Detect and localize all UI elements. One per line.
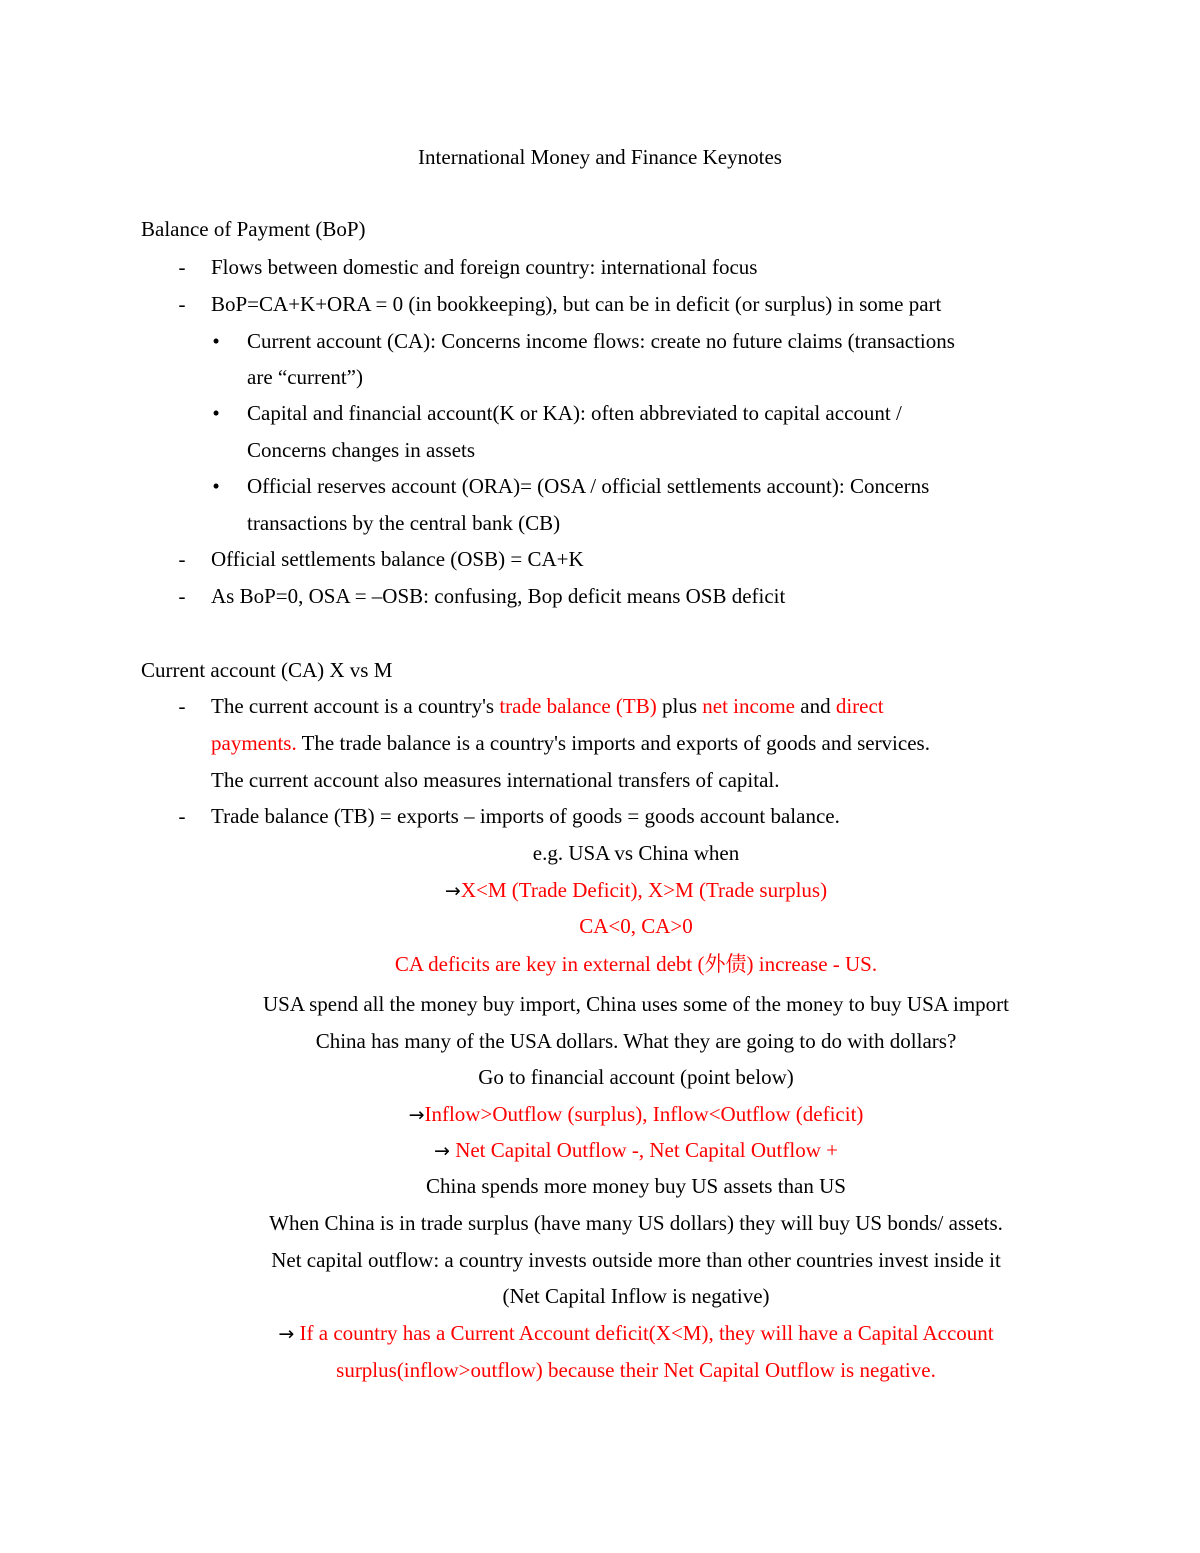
arrow-right-icon: → (278, 1323, 295, 1345)
bullet-marker: • (212, 474, 220, 498)
dash-marker: - (178, 255, 186, 279)
net-capital-line (0, 1137, 1200, 1164)
usa-spend-line: USA spend all the money buy import, China uses some of the money to buy USA import (262, 992, 1010, 1016)
red-text: If a country has a Current Account deficit(X<M), they will have a Capital Account (294, 1321, 994, 1345)
bullet-marker: • (212, 401, 220, 425)
arrow-right-icon: → (444, 880, 461, 902)
arrow-right-icon: → (408, 1104, 425, 1126)
highlight-net-income: net income (702, 694, 795, 718)
dash-marker: - (178, 547, 186, 571)
list-item-text (211, 693, 884, 719)
bullet-marker: • (212, 329, 220, 353)
ca-deficits-line: CA deficits are key in external debt (外债) increase - US. (394, 952, 878, 976)
section-heading-bop: Balance of Payment (BoP) (141, 217, 366, 241)
arrow-right-icon: → (434, 1140, 450, 1162)
list-item-text: Trade balance (TB) = exports – imports of goods = goods account balance. (211, 804, 840, 828)
bullet-item-text-continued: are “current”) (247, 365, 363, 389)
list-item-text: Official settlements balance (OSB) = CA+K (211, 547, 584, 571)
bullet-item-text-continued: Concerns changes in assets (247, 438, 476, 462)
highlight-direct: direct (835, 694, 884, 718)
list-item-text-continued (211, 730, 930, 756)
red-text: X<M (Trade Deficit), X>M (Trade surplus) (460, 878, 828, 902)
china-spends-line: China spends more money buy US assets than US (426, 1174, 846, 1198)
bullet-item-text-continued: transactions by the central bank (CB) (247, 511, 561, 535)
dash-marker: - (178, 804, 186, 828)
ca-signs-line: CA<0, CA>0 (579, 914, 693, 938)
if-country-line (0, 1320, 1200, 1347)
text-run: The trade balance is a country's imports and exports of goods and services. (296, 731, 930, 755)
net-capital-definition-line: Net capital outflow: a country invests outside more than other countries invest inside it (271, 1248, 1001, 1272)
text-run: The current account is a country's (211, 694, 500, 718)
text-run: and (795, 694, 836, 718)
net-inflow-negative-line: (Net Capital Inflow is negative) (502, 1284, 770, 1308)
dash-marker: - (178, 694, 186, 718)
inflow-line (0, 1101, 1200, 1128)
list-item-text: Flows between domestic and foreign country: international focus (211, 255, 758, 279)
red-text: Inflow>Outflow (surplus), Inflow<Outflow (deficit) (424, 1102, 864, 1126)
highlight-trade-balance: trade balance (TB) (499, 694, 657, 718)
highlight-payments: payments. (211, 731, 297, 755)
dash-marker: - (178, 292, 186, 316)
list-item-text-continued: The current account also measures international transfers of capital. (211, 768, 780, 792)
go-financial-line: Go to financial account (point below) (478, 1065, 794, 1089)
example-line: e.g. USA vs China when (532, 841, 740, 865)
china-dollars-line: China has many of the USA dollars. What they are going to do with dollars? (315, 1029, 957, 1053)
dash-marker: - (178, 584, 186, 608)
text-run: plus (656, 694, 703, 718)
bullet-item-text: Current account (CA): Concerns income flows: create no future claims (transactions (247, 329, 955, 353)
bullet-item-text: Official reserves account (ORA)= (OSA / official settlements account): Concerns (247, 474, 930, 498)
list-item-text: BoP=CA+K+ORA = 0 (in bookkeeping), but can be in deficit (or surplus) in some part (211, 292, 942, 316)
list-item-text: As BoP=0, OSA = –OSB: confusing, Bop deficit means OSB deficit (211, 584, 786, 608)
red-text: Net Capital Outflow -, Net Capital Outflow + (449, 1138, 838, 1162)
trade-deficit-line (0, 877, 1200, 904)
if-country-line-continued: surplus(inflow>outflow) because their Net Capital Outflow is negative. (336, 1358, 936, 1382)
document-title: International Money and Finance Keynotes (418, 145, 782, 169)
section-heading-current-account: Current account (CA) X vs M (141, 658, 393, 682)
when-china-line: When China is in trade surplus (have many US dollars) they will buy US bonds/ assets. (269, 1211, 1003, 1235)
bullet-item-text: Capital and financial account(K or KA): often abbreviated to capital account / (247, 401, 902, 425)
